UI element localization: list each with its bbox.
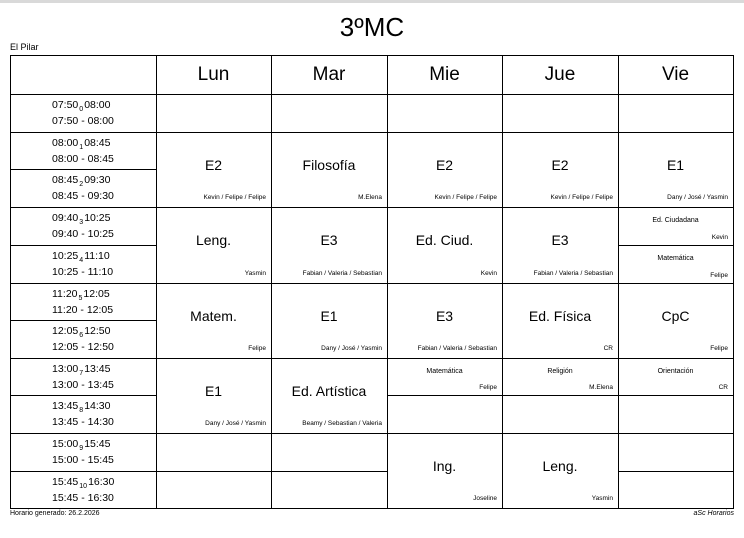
lesson-teachers: Kevin / Felipe / Felipe xyxy=(550,194,613,201)
lesson-subject: Matemática xyxy=(657,255,694,262)
period-times xyxy=(52,136,156,152)
period-number: 0 xyxy=(79,106,84,113)
period-times xyxy=(52,399,156,415)
lesson-cell xyxy=(387,433,502,508)
period-end: 15:45 xyxy=(84,438,111,450)
period-number: 4 xyxy=(79,257,84,264)
lesson-cell xyxy=(618,207,733,245)
grid-line xyxy=(618,471,733,472)
page-title: 3ºMC xyxy=(339,12,405,42)
period-number: 5 xyxy=(78,294,83,302)
lesson-subject: Ed. Física xyxy=(528,308,592,324)
period-start: 09:40 xyxy=(52,212,79,224)
period-start: 07:50 xyxy=(52,99,79,111)
lesson-cell xyxy=(271,283,387,358)
lesson-subject: Ed. Ciud. xyxy=(415,232,474,248)
top-border xyxy=(0,0,744,3)
lesson-teachers: Kevin / Felipe / Felipe xyxy=(203,194,266,201)
lesson-cell xyxy=(502,358,618,395)
lesson-subject: Matemática xyxy=(426,368,463,375)
lesson-subject: Matem. xyxy=(190,308,237,324)
period-label xyxy=(11,283,156,320)
lesson-cell xyxy=(271,207,387,283)
grid-line xyxy=(156,433,271,434)
period-end: 16:30 xyxy=(88,475,115,488)
period-label xyxy=(11,471,156,508)
period-start: 13:00 xyxy=(52,362,79,375)
lesson-subject: E1 xyxy=(320,308,338,324)
lesson-teachers: Dany / José / Yasmin xyxy=(667,194,728,201)
lesson-subject: Filosofía xyxy=(302,157,356,173)
period-range: 08:00 - 08:45 xyxy=(52,152,114,165)
period-start: 10:25 xyxy=(52,250,79,262)
grid-line xyxy=(618,94,733,95)
period-label xyxy=(11,395,156,433)
period-end: 08:00 xyxy=(84,99,111,111)
lesson-subject: Leng. xyxy=(195,232,232,248)
lesson-teachers: Fabian / Valeria / Sebastian xyxy=(302,270,382,277)
grid-line xyxy=(618,395,733,396)
grid-line xyxy=(11,169,156,170)
lesson-subject: E3 xyxy=(435,308,454,324)
lesson-cell xyxy=(387,358,502,395)
period-start: 11:20 xyxy=(52,287,78,300)
period-end: 11:10 xyxy=(84,250,110,262)
lesson-cell xyxy=(618,245,733,283)
period-times xyxy=(52,475,156,491)
lesson-cell xyxy=(502,132,618,207)
grid-line xyxy=(11,245,156,246)
lesson-teachers: Kevin xyxy=(480,270,497,277)
lesson-cell xyxy=(156,207,271,283)
grid-line xyxy=(11,94,156,95)
lesson-cell xyxy=(502,207,618,283)
day-header-mar: Mar xyxy=(312,64,346,85)
lesson-cell xyxy=(387,207,502,283)
period-end: 08:45 xyxy=(84,136,111,149)
period-label xyxy=(11,433,156,471)
lesson-cell xyxy=(502,283,618,358)
software-brand: aSc Horarios xyxy=(693,510,734,517)
lesson-subject: E2 xyxy=(551,157,569,173)
lesson-cell xyxy=(271,132,387,207)
lesson-teachers: Dany / José / Yasmin xyxy=(321,345,382,352)
lesson-subject: E2 xyxy=(204,157,223,173)
grid-line xyxy=(387,94,502,95)
period-range: 13:45 - 14:30 xyxy=(52,416,114,428)
period-label xyxy=(11,245,156,283)
period-label xyxy=(11,94,156,132)
lesson-teachers: Beamy / Sebastian / Valeria xyxy=(302,420,382,427)
day-header-jue: Jue xyxy=(544,64,576,85)
grid-line xyxy=(502,94,618,95)
grid-line xyxy=(11,395,156,396)
grid-line xyxy=(11,471,156,472)
lesson-cell xyxy=(156,132,271,207)
period-start: 13:45 xyxy=(52,400,79,412)
period-end: 12:05 xyxy=(83,287,110,300)
period-end: 14:30 xyxy=(84,400,111,412)
lesson-cell xyxy=(156,283,271,358)
lesson-teachers: Yasmin xyxy=(591,495,613,502)
period-range: 15:00 - 15:45 xyxy=(52,454,114,466)
lesson-subject: E1 xyxy=(204,383,223,399)
lesson-teachers: Fabian / Valeria / Sebastian xyxy=(533,270,613,277)
period-times xyxy=(52,211,156,227)
period-end: 12:50 xyxy=(84,325,111,337)
lesson-subject: E1 xyxy=(666,157,685,173)
lesson-teachers: M.Elena xyxy=(358,194,382,201)
period-range: 10:25 - 11:10 xyxy=(52,266,114,278)
lesson-teachers: Joseline xyxy=(473,495,497,502)
grid-line xyxy=(156,94,271,95)
lesson-cell xyxy=(502,433,618,508)
lesson-teachers: Kevin xyxy=(711,234,728,241)
period-end: 13:45 xyxy=(84,362,111,375)
period-number: 8 xyxy=(79,407,84,414)
period-number: 3 xyxy=(79,219,84,226)
period-times xyxy=(52,324,156,340)
grid-line xyxy=(11,283,156,284)
grid-line xyxy=(11,320,156,321)
lesson-subject: Orientación xyxy=(657,368,694,375)
school-name: El Pilar xyxy=(10,42,39,52)
lesson-cell xyxy=(156,358,271,433)
lesson-subject: E3 xyxy=(320,232,338,248)
lesson-subject: Leng. xyxy=(542,458,578,474)
lesson-cell xyxy=(271,358,387,433)
lesson-teachers: M.Elena xyxy=(589,384,613,391)
lesson-subject: CpC xyxy=(661,308,690,324)
lesson-teachers: Dany / José / Yasmin xyxy=(205,420,266,427)
lesson-subject: Religión xyxy=(547,368,573,375)
period-number: 9 xyxy=(79,445,84,452)
period-start: 15:45 xyxy=(52,475,79,488)
period-range: 12:05 - 12:50 xyxy=(52,341,114,353)
grid-line xyxy=(271,433,387,434)
period-times xyxy=(52,249,156,265)
lesson-teachers: CR xyxy=(603,345,613,352)
day-header-mie: Mie xyxy=(429,64,460,85)
period-start: 15:00 xyxy=(52,438,79,450)
period-label xyxy=(11,358,156,395)
period-number: 6 xyxy=(79,332,84,339)
period-end: 10:25 xyxy=(84,212,111,224)
lesson-cell xyxy=(618,132,733,207)
period-times xyxy=(52,98,156,114)
period-start: 12:05 xyxy=(52,325,79,337)
lesson-subject: E3 xyxy=(551,232,569,248)
period-number: 2 xyxy=(79,181,84,188)
period-times xyxy=(52,437,156,453)
lesson-subject: E2 xyxy=(435,157,454,173)
timetable-grid xyxy=(10,55,734,509)
grid-line xyxy=(11,433,156,434)
grid-line xyxy=(271,471,387,472)
lesson-subject: Ed. Ciudadana xyxy=(652,217,699,224)
period-times xyxy=(52,173,156,189)
period-times xyxy=(52,287,156,303)
lesson-cell xyxy=(387,283,502,358)
grid-line xyxy=(11,132,156,133)
period-range: 15:45 - 16:30 xyxy=(52,491,114,504)
lesson-teachers: Felipe xyxy=(710,272,728,279)
day-header-vie: Vie xyxy=(661,64,690,85)
lesson-subject: Ed. Artística xyxy=(291,383,367,399)
lesson-teachers: Fabian / Valeria / Sebastian xyxy=(417,345,497,352)
lesson-cell xyxy=(387,132,502,207)
period-start: 08:00 xyxy=(52,136,79,149)
period-range: 13:00 - 13:45 xyxy=(52,378,114,391)
period-range: 09:40 - 10:25 xyxy=(52,228,114,240)
day-header-lun: Lun xyxy=(197,64,230,85)
period-label xyxy=(11,320,156,358)
period-number: 7 xyxy=(79,369,84,377)
period-number: 1 xyxy=(79,143,84,151)
period-range: 07:50 - 08:00 xyxy=(52,115,114,127)
lesson-cell xyxy=(618,283,733,358)
period-number: 10 xyxy=(79,482,88,490)
lesson-teachers: Felipe xyxy=(710,345,728,352)
lesson-subject: Ing. xyxy=(432,458,457,474)
lesson-teachers: Kevin / Felipe / Felipe xyxy=(434,194,497,201)
lesson-teachers: Felipe xyxy=(248,345,266,352)
period-start: 08:45 xyxy=(52,174,79,186)
lesson-teachers: CR xyxy=(718,384,728,391)
lesson-cell xyxy=(618,358,733,395)
grid-line xyxy=(156,471,271,472)
grid-line xyxy=(387,395,502,396)
grid-line xyxy=(11,358,156,359)
period-label xyxy=(11,132,156,169)
period-end: 09:30 xyxy=(84,174,111,186)
grid-line xyxy=(11,207,156,208)
period-label xyxy=(11,207,156,245)
grid-line xyxy=(271,94,387,95)
period-range: 08:45 - 09:30 xyxy=(52,190,114,202)
grid-line xyxy=(618,433,733,434)
period-label xyxy=(11,169,156,207)
lesson-teachers: Felipe xyxy=(479,384,497,391)
period-range: 11:20 - 12:05 xyxy=(52,303,114,316)
period-times xyxy=(52,362,156,378)
lesson-teachers: Yasmin xyxy=(244,270,266,277)
generated-date: Horario generado: 26.2.2026 xyxy=(10,510,100,517)
grid-line xyxy=(502,395,618,396)
